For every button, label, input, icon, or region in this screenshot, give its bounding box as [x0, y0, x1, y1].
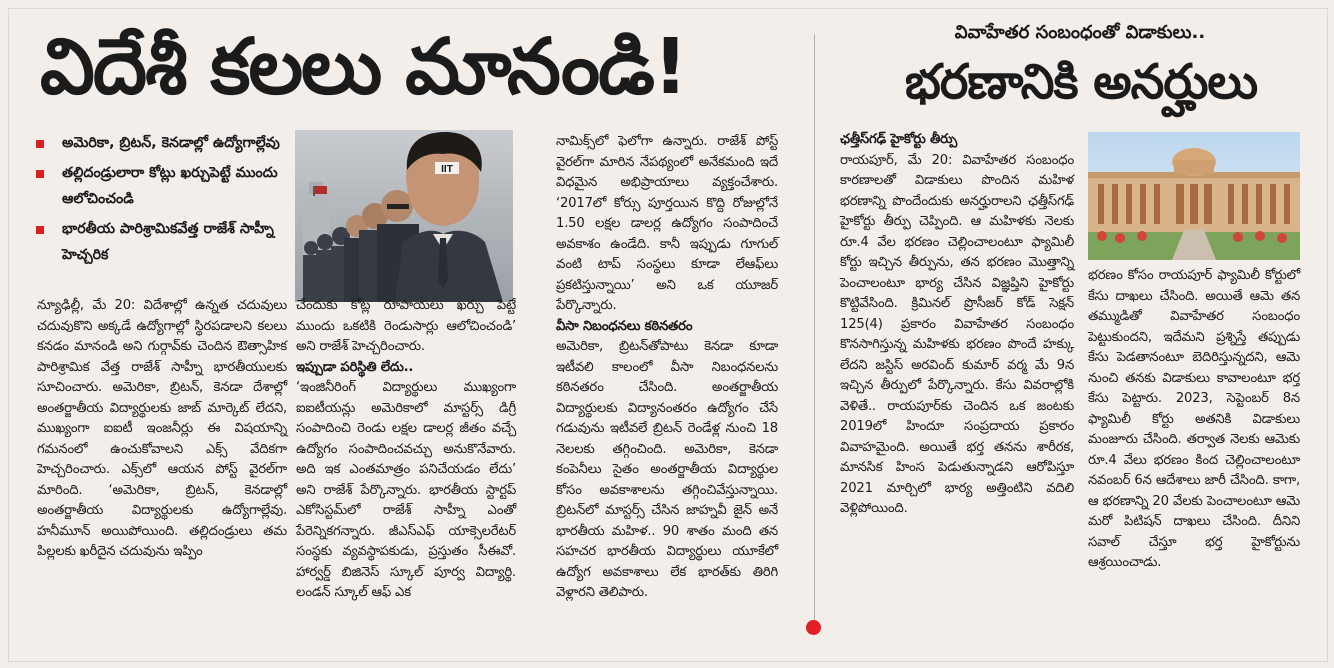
bullet-square-icon — [36, 140, 44, 148]
high-court-photo — [1088, 132, 1300, 260]
left-article-col1: న్యూఢిల్లీ, మే 20: విదేశాల్లో ఉన్నత చదువులు చదువుకొని అక్కడే ఉద్యోగాల్లో స్థిరపడాలని కలలు కనడం మానండి అని గుర్గావ్‌కు చెందిన ఔత్సాహిక పారిశ్రామిక వేత్త రాజేశ్ సాహ్నీ భారతీయులకు సూచించారు. అమెరికా, బ్రిటన్, కెనడా దేశాల్లో అంతర్జాతీయ విద్యార్థులకు జాబ్ మార్కెట్ లేదని, ముఖ్యంగా ఐఐటీ ఇంజనీర్లు ఈ విషయాన్ని గమనంలో ఉంచుకోవాలని ఎక్స్ వేదికగా హెచ్చరించారు. ఎక్స్‌లో ఆయన పోస్ట్ వైరల్‌గా మారింది. ‘అమెరికా, బ్రిటన్, కెనడాల్లో అంతర్జాతీయ విద్యార్థులకు ఉద్యోగాల్లేవు. హనీమూన్ అయిపోయింది. తల్లిదండ్రులు తమ పిల్లలకు ఖరీదైన చదువును ఇప్పిం — [37, 298, 287, 559]
column-divider — [814, 34, 815, 628]
right-article-col1: ఛత్తీస్‌గఢ్ హైకోర్టు తీర్పు రాయపూర్, మే 20: వివాహేతర సంబంధం కారణాలతో విడాకులు పొందిన మహిళ భరణాన్ని పొందేందుకు అనర్హురాలని ఛత్తీస్‌గఢ్ హైకోర్టు తీర్పు చెప్పింది. ఆ మహిళకు నెలకు రూ.4 వేల భరణం చెల్లించాలంటూ ఫ్యామిలీ కోర్టు ఇచ్చిన తీర్పును, తన భరణం మొత్తాన్ని పెంచాలంటూ భార్య చేసిన విజ్ఞప్తిని హైకోర్టు కొట్టివేసింది. క్రిమినల్ ప్రొసీజర్ కోడ్ సెక్షన్ 125(4) ప్రకారం వివాహేతర సంబంధం కొనసాగిస్తున్న మహిళకు భరణం పొందే హక్కు లేదని జస్టిస్ అరవింద్ కుమార్ వర్మ మే 9న ఇచ్చిన తీర్పులో పేర్కొన్నారు. కేసు వివరాల్లోకి వెళితే.. రాయపూర్‌కు చెందిన ఒక జంటకు 2019లో హిందూ సంప్రదాయ ప్రకారం వివాహమైంది. అయితే భర్త తనను శారీరక, మానసిక హింస పెడుతున్నాడని ఆరోపిస్తూ 2021 మార్చిలో భార్య అత్తింటిని వదిలి వెళ్లిపోయింది. — [840, 132, 1074, 516]
section-subhead: వీసా నిబంధనలు కఠినతరం — [556, 318, 693, 334]
bullet-item: తల్లిదండ్రులారా కోట్లు ఖర్చుపెట్టే ముందు ఆలోచించండి — [36, 160, 286, 212]
right-kicker: వివాహేతర సంబంధంతో విడాకులు.. — [954, 22, 1206, 43]
red-dot-marker — [806, 620, 821, 635]
bullet-list — [36, 130, 286, 272]
left-headline: విదేశీ కలలు మానండి! — [40, 23, 687, 112]
section-subhead: ఛత్తీస్‌గఢ్ హైకోర్టు తీర్పు — [840, 132, 958, 147]
bullet-item: భారతీయ పారిశ్రామికవేత్త రాజేశ్ సాహ్నీ హెచ్చరిక — [36, 216, 286, 268]
bullet-item: అమెరికా, బ్రిటన్, కెనడాల్లో ఉద్యోగాల్లేవు — [36, 130, 286, 156]
left-article-col3: నామిక్స్‌లో ఫెలోగా ఉన్నారు. రాజేశ్ పోస్ట్ వైరల్‌గా మారిన నేపథ్యంలో అనేకమంది ఇదే విధమైన అభిప్రాయాలు వ్యక్తంచేశారు. ‘2017లో కోర్సు పూర్తయిన కొద్ది రోజుల్లోనే 1.50 లక్షల డాలర్ల ఉద్యోగం సంపాదించే అవకాశం ఉండేది. కానీ ఇప్పుడు గూగుల్ వంటి టాప్ సంస్థలు కూడా లేఆఫ్‌లు ప్రకటిస్తున్నాయి’ అని ఒక యూజర్ పేర్కొన్నారు. వీసా నిబంధనలు కఠినతరం అమెరికా, బ్రిటన్‌తోపాటు కెనడా కూడా ఇటీవలి కాలంలో వీసా నిబంధనలను కఠినతరం చేసింది. అంతర్జాతీయ విద్యార్థులకు విద్యానంతరం ఉద్యోగం చేసే గడువును ఇటీవలే బ్రిటన్ రెండేళ్ల నుంచి 18 నెలలకు తగ్గించింది. అమెరికా, కెనడా కంపెనీలు సైతం అంతర్జాతీయ విద్యార్థుల కోసం అవకాశాలను తగ్గించివేస్తున్నాయి. బ్రిటన్‌లో మాస్టర్స్ చేసిన జాహ్నవీ జైన్ అనే భారతీయ మహిళ.. 90 శాతం మంది తన సహచర భారతీయ విద్యార్థులు యూకేలో ఉద్యోగ అవకాశాలు లేక భారత్‌కు తిరిగి వెళ్లారని తెలిపారు. — [556, 134, 778, 600]
right-headline: భరణానికి అనర్హులు — [904, 54, 1258, 110]
section-subhead: ఇప్పుడా పరిస్థితి లేదు.. — [296, 359, 414, 375]
bullet-square-icon — [36, 226, 44, 234]
iit-students-illustration — [295, 130, 513, 302]
bullet-square-icon — [36, 170, 44, 178]
iit-students-photo — [295, 130, 513, 302]
high-court-building-illustration — [1088, 132, 1300, 260]
right-article-col2: భరణం కోసం రాయపూర్ ఫ్యామిలీ కోర్టులో కేసు దాఖలు చేసింది. అయితే ఆమె తన తమ్ముడితో వివాహేతర సంబంధం పెట్టుకుందని, ఇదేమని ప్రశ్నిస్తే తప్పుడు కేసు పెడతానంటూ బెదిరిస్తున్నదని, ఆమె నుంచి తనకు విడాకులు కావాలంటూ భర్త కేసు పెట్టారు. 2023, సెప్టెంబర్ 8న ఫ్యామిలీ కోర్టు అతనికి విడాకులు మంజూరు చేసింది. తర్వాత నెలకు ఆమెకు రూ.4 వేలు భరణం కింద చెల్లించాలంటూ నవంబర్ 6న ఆదేశాలు జారీ చేసింది. కాగా, ఆ భరణాన్ని 20 వేలకు పెంచాలంటూ ఆమె మరో పిటిషన్ దాఖలు చేసింది. దీనిని సవాల్ చేస్తూ భర్త హైకోర్టును ఆశ్రయించాడు. — [1088, 268, 1300, 570]
iit-badge-text: IIT — [441, 164, 453, 175]
left-article-col2: చేందుకు కోట్ల రూపాయలు ఖర్చు పెట్టే ముందు ఒకటికి రెండుసార్లు ఆలోచించండి’ అని రాజేశ్ హెచ్చరించారు. ఇప్పుడా పరిస్థితి లేదు.. ‘ఇంజినీరింగ్ విద్యార్థులు ముఖ్యంగా ఐఐటీయన్లు అమెరికాలో మాస్టర్స్ డిగ్రీ సంపాదించి రెండు లక్షల డాలర్ల జీతం వచ్చే ఉద్యోగం సంపాదించవచ్చు అనుకొనేవారు. అది ఇక ఎంతమాత్రం పనిచేయడం లేదు’ అని రాజేశ్ పేర్కొన్నారు. భారతీయ స్టార్టప్ ఎకోసిస్టమ్‌లో రాజేశ్ సాహ్నీ ఎంతో పేరెన్నికగన్నారు. జీఎస్‌ఎఫ్ యాక్సెలరేటర్ సంస్థకు వ్యవస్థాపకుడు, ప్రస్తుతం సీఈవో. హార్వర్డ్ బిజినెస్ స్కూల్ పూర్వ విద్యార్థి. లండన్ స్కూల్ ఆఫ్ ఎక — [296, 298, 516, 600]
